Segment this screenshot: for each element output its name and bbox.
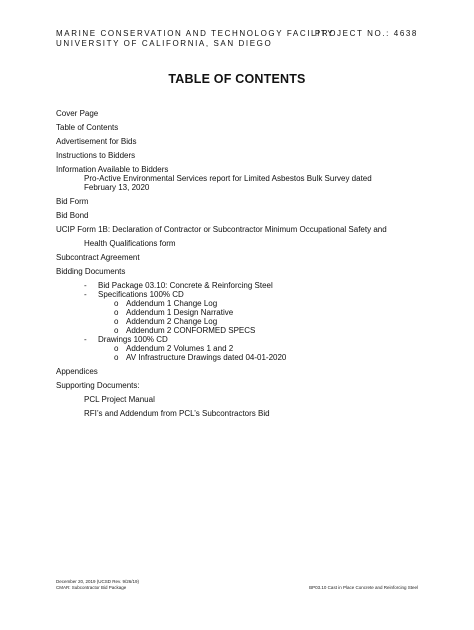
drawing-item-label: AV Infrastructure Drawings dated 04-01-2020 xyxy=(126,353,287,362)
toc-item-table-of-contents: Table of Contents xyxy=(56,123,119,132)
bullet-marker: o xyxy=(114,308,119,317)
toc-subitem-label: Specifications 100% CD xyxy=(98,290,184,299)
org-line-1: MARINE CONSERVATION AND TECHNOLOGY FACILITY xyxy=(56,29,335,38)
footer-left xyxy=(56,579,139,591)
bullet-marker: o xyxy=(114,299,119,308)
dash-marker: - xyxy=(84,335,87,344)
spec-item-label: Addendum 1 Change Log xyxy=(126,299,218,308)
bullet-marker: o xyxy=(114,317,119,326)
bullet-marker: o xyxy=(114,344,119,353)
spec-item-label: Addendum 2 Change Log xyxy=(126,317,218,326)
footer-right: BP03.10 Cast in Place Concrete and Reinforcing Steel xyxy=(309,585,418,590)
toc-item-bid-form: Bid Form xyxy=(56,197,89,206)
toc-subitem-pcl-manual: PCL Project Manual xyxy=(84,395,155,404)
bullet-marker: o xyxy=(114,353,119,362)
toc-item-ucip-form: UCIP Form 1B: Declaration of Contractor or Subcontractor Minimum Occupational Safety and xyxy=(56,225,387,234)
org-line-2: UNIVERSITY OF CALIFORNIA, SAN DIEGO xyxy=(56,39,273,48)
bullet-marker: o xyxy=(114,326,119,335)
toc-item-subcontract: Subcontract Agreement xyxy=(56,253,140,262)
drawing-item-label: Addendum 2 Volumes 1 and 2 xyxy=(126,344,234,353)
organization-name xyxy=(56,29,334,49)
spec-item-label: Addendum 1 Design Narrative xyxy=(126,308,234,317)
dash-marker: - xyxy=(84,290,87,299)
toc-subitem-label: Bid Package 03.10: Concrete & Reinforcing Steel xyxy=(98,281,273,290)
toc-subitem-rfis: RFI’s and Addendum from PCL’s Subcontractors Bid xyxy=(84,409,270,418)
toc-item-appendices: Appendices xyxy=(56,367,98,376)
toc-item-supporting-documents: Supporting Documents: xyxy=(56,381,140,390)
toc-item-information: Information Available to Bidders xyxy=(56,165,169,174)
footer-date: December 20, 2019 (UCSD Rev. 9/26/19) xyxy=(56,579,139,584)
toc-item-ucip-form-cont: Health Qualifications form xyxy=(84,239,176,248)
toc-item-bidding-documents: Bidding Documents xyxy=(56,267,126,276)
toc-item-cover-page: Cover Page xyxy=(56,109,99,118)
dash-marker: - xyxy=(84,281,87,290)
footer-package: CMAR: Subcontractor Bid Package xyxy=(56,585,127,590)
page-title: TABLE OF CONTENTS xyxy=(168,72,306,86)
toc-subitem-label: Drawings 100% CD xyxy=(98,335,168,344)
toc-item-advertisement: Advertisement for Bids xyxy=(56,137,137,146)
toc-subitem-asbestos-report: Pro-Active Environmental Services report for Limited Asbestos Bulk Survey dated xyxy=(84,174,372,183)
toc-subitem-asbestos-date: February 13, 2020 xyxy=(84,183,150,192)
toc-item-bid-bond: Bid Bond xyxy=(56,211,89,220)
spec-item-label: Addendum 2 CONFORMED SPECS xyxy=(126,326,256,335)
project-number: PROJECT NO.: 4638 xyxy=(314,29,418,38)
toc-item-instructions: Instructions to Bidders xyxy=(56,151,136,160)
